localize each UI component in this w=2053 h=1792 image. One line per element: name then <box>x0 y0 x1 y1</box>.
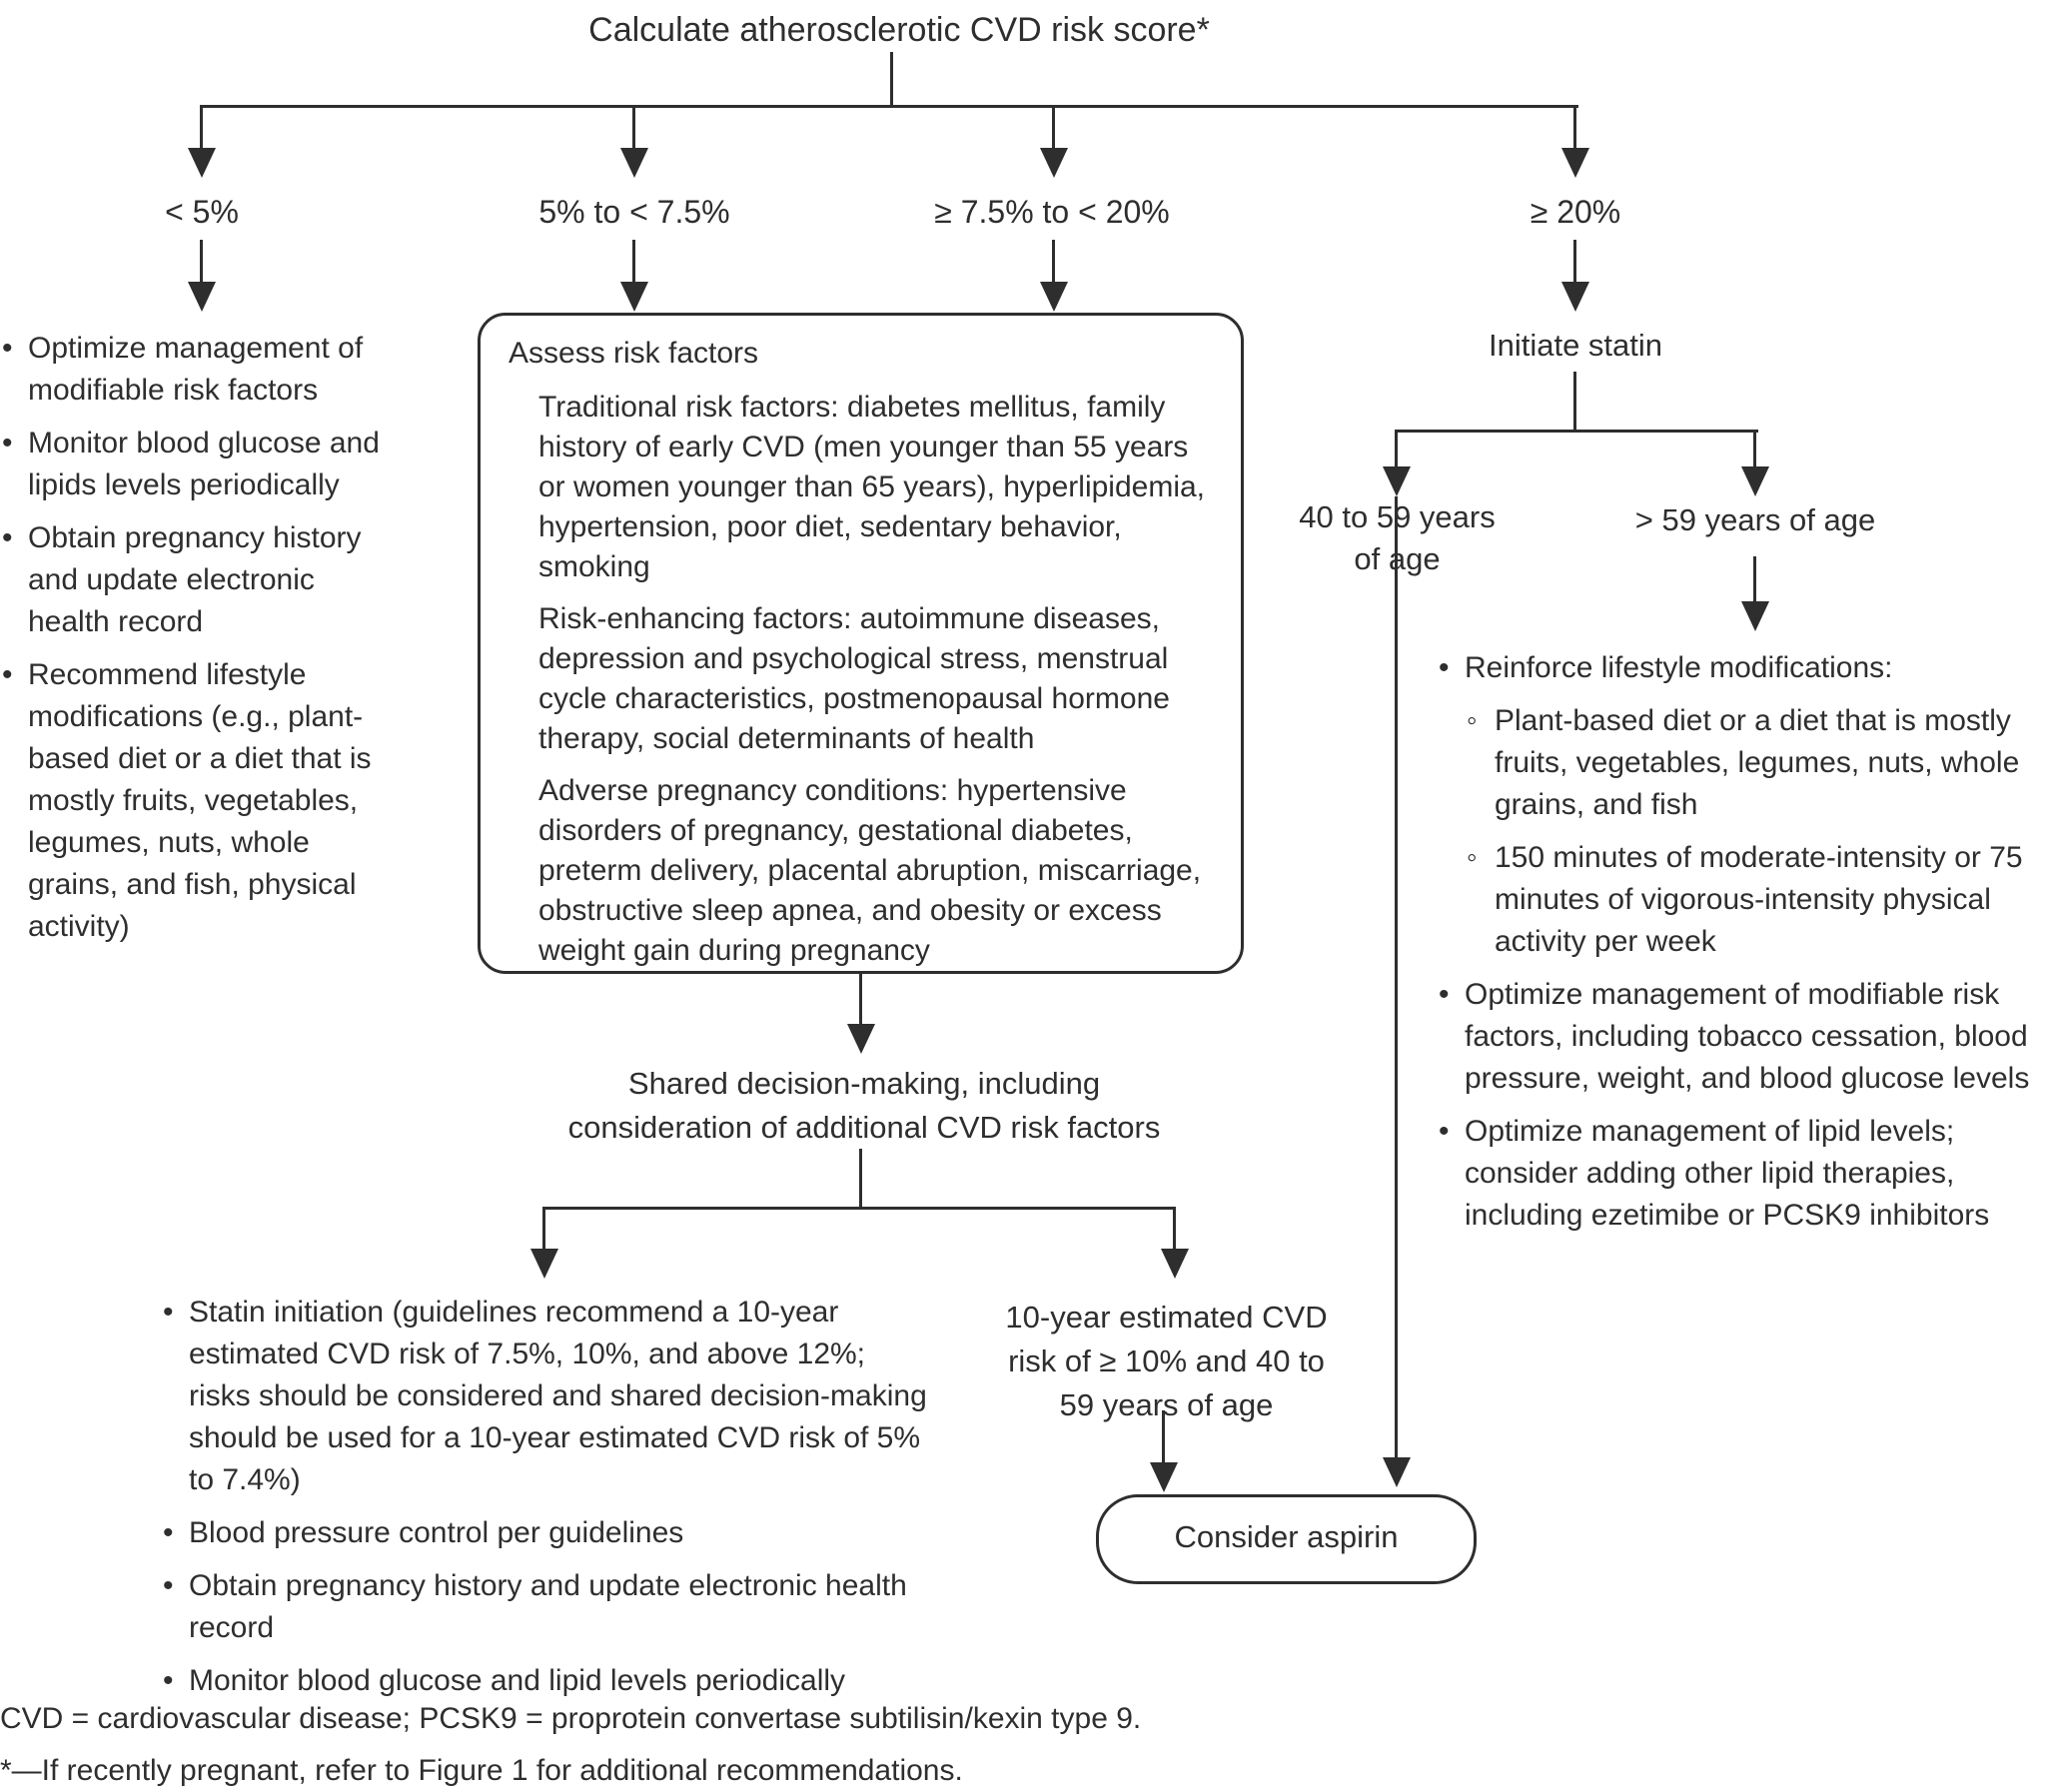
consider-aspirin-label: Consider aspirin <box>1174 1519 1399 1554</box>
connector-assess-to-shared <box>859 974 862 1024</box>
bullet-icon: • <box>2 521 13 554</box>
arrowhead-icon <box>1383 466 1411 496</box>
connector-agegt59-arrow <box>1753 430 1756 466</box>
list-item <box>2 423 402 506</box>
connector-title-stem <box>890 52 893 105</box>
arrowhead-icon <box>530 1249 558 1279</box>
circle-bullet-icon: ◦ <box>1467 704 1478 737</box>
assess-risk-factors-box <box>478 313 1244 974</box>
arrowhead-icon <box>620 148 648 178</box>
moderate-risk-recommendation-list <box>163 1292 928 1713</box>
branch-label-7to20: ≥ 7.5% to < 20% <box>934 194 1170 230</box>
connector-branch1-stem <box>200 105 203 148</box>
sub-list-item <box>1467 837 2050 963</box>
arrowhead-icon <box>1561 148 1589 178</box>
arrowhead-icon <box>1161 1249 1189 1279</box>
list-item <box>163 1512 928 1554</box>
connector-shared-left-arrow <box>542 1207 545 1249</box>
circle-bullet-icon: ◦ <box>1467 841 1478 874</box>
list-item-text: Optimize management of modifiable risk factors <box>28 332 364 407</box>
bullet-icon: • <box>163 1296 174 1329</box>
footnote-abbreviations: CVD = cardiovascular disease; PCSK9 = proprotein convertase subtilisin/kexin type 9. <box>0 1702 1142 1735</box>
chart-title: Calculate atherosclerotic CVD risk score* <box>588 11 1210 49</box>
connector-statin-stem <box>1573 372 1576 430</box>
arrowhead-icon <box>847 1024 875 1054</box>
list-item <box>1439 974 2050 1100</box>
aspirin-criteria-label: 10-year estimated CVD risk of ≥ 10% and 40 to 59 years of age <box>1005 1300 1328 1422</box>
low-risk-recommendation-list <box>2 328 402 959</box>
list-item-text: Obtain pregnancy history and update electronic health record <box>189 1569 907 1644</box>
consider-aspirin-box <box>1096 1494 1477 1584</box>
list-item-text: Obtain pregnancy history and update electronic health record <box>28 521 362 638</box>
bullet-icon: • <box>2 427 13 459</box>
statin-recommendation-list <box>1439 647 2050 1248</box>
connector-branch2-stem <box>632 105 635 148</box>
list-item <box>163 1565 928 1649</box>
connector-age4059-to-aspirin <box>1395 496 1398 1457</box>
arrowhead-icon <box>1040 282 1068 312</box>
connector-branch3-arrow <box>1052 240 1055 282</box>
bullet-icon: • <box>1439 978 1450 1011</box>
age-gt-59-label: > 59 years of age <box>1634 502 1876 537</box>
arrowhead-icon <box>620 282 648 312</box>
assess-box-heading: Assess risk factors <box>509 337 759 370</box>
footnote-asterisk: *—If recently pregnant, refer to Figure 1 for additional recommendations. <box>0 1754 963 1787</box>
list-item-text: Reinforce lifestyle modifications: <box>1465 651 1893 684</box>
arrowhead-icon <box>1040 148 1068 178</box>
assess-box-paragraph-risk-enhancing: Risk-enhancing factors: autoimmune diseases, depression and psychological stress, menstrual cycle characteristics, postmenopausal hormone therapy, social determinants of health <box>538 602 1170 755</box>
list-item-text: Recommend lifestyle modifications (e.g., plant-based diet or a diet that is mostly fruits, vegetables, legumes, nuts, whole grains, and fish, physical activity) <box>28 658 372 943</box>
connector-shared-branch-bar <box>543 1207 1176 1210</box>
arrowhead-icon <box>1561 282 1589 312</box>
bullet-icon: • <box>1439 1115 1450 1148</box>
connector-branch4-stem <box>1573 105 1576 148</box>
list-item-text: Statin initiation (guidelines recommend a 10-year estimated CVD risk of 7.5%, 10%, and above 12%; risks should be considered and shared decision-making should be used for a 10-year estimated CVD risk of 5% to 7.4%) <box>189 1296 927 1496</box>
connector-shared-right-arrow <box>1173 1207 1176 1249</box>
assess-box-paragraph-traditional: Traditional risk factors: diabetes mellitus, family history of early CVD (men younger than 55 years or women younger than 65 years), hyperlipidemia, hypertension, poor diet, sedentary behavior, smoking <box>538 391 1206 583</box>
shared-decision-label: Shared decision-making, including consideration of additional CVD risk factors <box>567 1066 1161 1145</box>
bullet-icon: • <box>1439 651 1450 684</box>
connector-branch4-arrow <box>1573 240 1576 282</box>
connector-branch3-stem <box>1052 105 1055 148</box>
list-item-text: Monitor blood glucose and lipid levels periodically <box>189 1664 846 1697</box>
bullet-icon: • <box>163 1516 174 1549</box>
bullet-icon: • <box>2 332 13 365</box>
list-item <box>2 517 402 643</box>
arrowhead-icon <box>188 282 216 312</box>
connector-branch1-arrow <box>200 240 203 282</box>
sub-list-item <box>1467 700 2050 826</box>
list-item-text: Monitor blood glucose and lipids levels periodically <box>28 427 380 501</box>
list-item <box>1439 647 2050 689</box>
connector-branch2-arrow <box>632 240 635 282</box>
sub-list-item-text: Plant-based diet or a diet that is mostly fruits, vegetables, legumes, nuts, whole grains, and fish <box>1495 704 2020 821</box>
arrowhead-icon <box>1150 1462 1178 1492</box>
branch-label-5to7: 5% to < 7.5% <box>538 194 730 230</box>
sub-list-item-text: 150 minutes of moderate-intensity or 75 minutes of vigorous-intensity physical activity per week <box>1495 841 2023 958</box>
list-item <box>2 328 402 412</box>
assess-box-paragraph-adverse-pregnancy: Adverse pregnancy conditions: hypertensive disorders of pregnancy, gestational diabetes, preterm delivery, placental abruption, miscarriage, obstructive sleep apnea, and obesity or excess weight gain during pregnancy <box>538 774 1202 967</box>
list-item <box>163 1292 928 1501</box>
branch-label-lt5: < 5% <box>165 194 239 230</box>
list-item-text: Optimize management of lipid levels; consider adding other lipid therapies, including ezetimibe or PCSK9 inhibitors <box>1465 1115 1990 1232</box>
arrowhead-icon <box>188 148 216 178</box>
bullet-icon: • <box>163 1664 174 1697</box>
connector-agegt59-down <box>1753 556 1756 601</box>
connector-age4059-arrow <box>1395 430 1398 466</box>
arrowhead-icon <box>1383 1457 1411 1487</box>
age-40-59-label: 40 to 59 years of age <box>1299 499 1496 576</box>
bullet-icon: • <box>2 658 13 691</box>
arrowhead-icon <box>1741 601 1769 631</box>
bullet-icon: • <box>163 1569 174 1602</box>
connector-top-branch-bar <box>201 105 1578 108</box>
list-item-text: Blood pressure control per guidelines <box>189 1516 684 1549</box>
list-item <box>1439 1111 2050 1237</box>
connector-shared-stem <box>859 1149 862 1207</box>
initiate-statin-label: Initiate statin <box>1488 328 1663 363</box>
list-item <box>2 654 402 948</box>
list-item-text: Optimize management of modifiable risk factors, including tobacco cessation, blood pressure, weight, and blood glucose levels <box>1465 978 2030 1095</box>
branch-label-gte20: ≥ 20% <box>1530 194 1621 230</box>
arrowhead-icon <box>1741 466 1769 496</box>
list-item <box>163 1660 928 1702</box>
connector-statin-branch-bar <box>1396 430 1758 433</box>
